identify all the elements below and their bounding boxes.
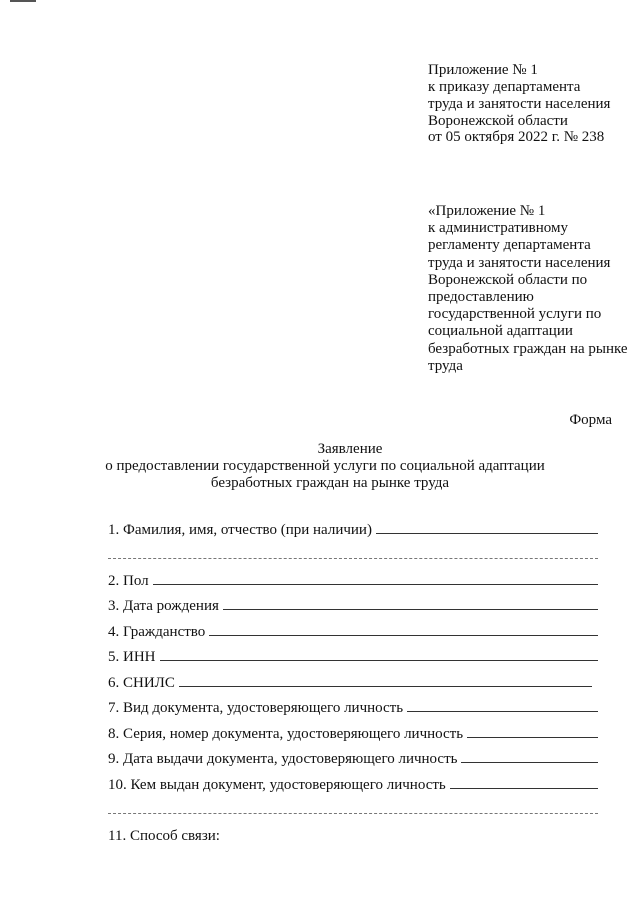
- form-fields: [108, 512, 598, 844]
- fill-line: [108, 557, 598, 559]
- appendix-regulation-block: [428, 203, 628, 375]
- field-label: 8. Серия, номер документа, удостоверяющего личность: [108, 725, 464, 742]
- appendix-order-line: Приложение № 1: [428, 62, 538, 78]
- fill-line: [407, 710, 598, 712]
- scan-mark: [10, 0, 36, 2]
- fill-line: [376, 532, 598, 534]
- fill-line: [223, 608, 598, 610]
- field-label: 10. Кем выдан документ, удостоверяющего личность: [108, 776, 446, 793]
- appendix-order-line: к приказу департамента: [428, 79, 581, 95]
- appendix-regulation-line: предоставлению: [428, 288, 534, 305]
- field-id-document-issue-date[interactable]: [108, 742, 598, 768]
- title-line: безработных граждан на рынке труда: [210, 475, 450, 491]
- field-id-document-number[interactable]: [108, 716, 598, 742]
- title-line: о предоставлении государственной услуги по социальной адаптации: [105, 458, 545, 474]
- appendix-regulation-line: социальной адаптации: [428, 323, 573, 340]
- field-label: 7. Вид документа, удостоверяющего личность: [108, 700, 404, 716]
- field-label: 6. СНИЛС: [108, 674, 175, 691]
- appendix-order-line: Воронежской области: [428, 113, 568, 129]
- fill-line: [153, 583, 598, 585]
- field-id-document-issuer-continued[interactable]: [108, 793, 598, 819]
- fill-line: [108, 812, 598, 814]
- field-id-document-type[interactable]: [108, 691, 598, 717]
- fill-line: [160, 659, 599, 661]
- fill-line: [209, 634, 598, 636]
- fill-line: [450, 787, 598, 789]
- field-label: 5. ИНН: [108, 649, 156, 665]
- appendix-regulation-line: Воронежской области по: [428, 271, 588, 288]
- field-label: 2. Пол: [108, 572, 149, 589]
- field-sex[interactable]: [108, 563, 598, 589]
- appendix-order-block: [428, 62, 610, 145]
- field-id-document-issuer[interactable]: [108, 767, 598, 793]
- title-line: Заявление: [317, 441, 383, 457]
- field-label: 4. Гражданство: [108, 623, 206, 640]
- appendix-order-line: от 05 октября 2022 г. № 238: [428, 129, 605, 145]
- field-full-name[interactable]: [108, 512, 598, 538]
- appendix-regulation-line: государственной услуги по: [428, 306, 602, 323]
- appendix-regulation-line: труда и занятости населения: [428, 254, 611, 271]
- form-label: Форма: [569, 412, 612, 428]
- field-snils[interactable]: [108, 665, 598, 691]
- appendix-regulation-line: к административному: [428, 220, 568, 237]
- field-birth-date[interactable]: [108, 589, 598, 615]
- appendix-order-line: труда и занятости населения: [428, 96, 611, 112]
- fill-line: [461, 761, 598, 763]
- field-contact-method[interactable]: [108, 818, 598, 844]
- fill-line: [467, 736, 598, 738]
- field-label: 11. Способ связи:: [108, 827, 220, 844]
- field-label: 1. Фамилия, имя, отчество (при наличии): [108, 521, 372, 538]
- field-label: 3. Дата рождения: [108, 598, 219, 614]
- document-title: [0, 441, 640, 492]
- fill-line: [179, 685, 592, 687]
- appendix-regulation-line: труда: [428, 357, 463, 374]
- appendix-regulation-line: «Приложение № 1: [428, 203, 546, 219]
- field-inn[interactable]: [108, 640, 598, 666]
- field-full-name-continued[interactable]: [108, 538, 598, 564]
- field-label: 9. Дата выдачи документа, удостоверяющего личность: [108, 751, 458, 767]
- appendix-regulation-line: регламенту департамента: [428, 237, 591, 254]
- field-citizenship[interactable]: [108, 614, 598, 640]
- appendix-regulation-line: безработных граждан на рынке: [428, 340, 628, 357]
